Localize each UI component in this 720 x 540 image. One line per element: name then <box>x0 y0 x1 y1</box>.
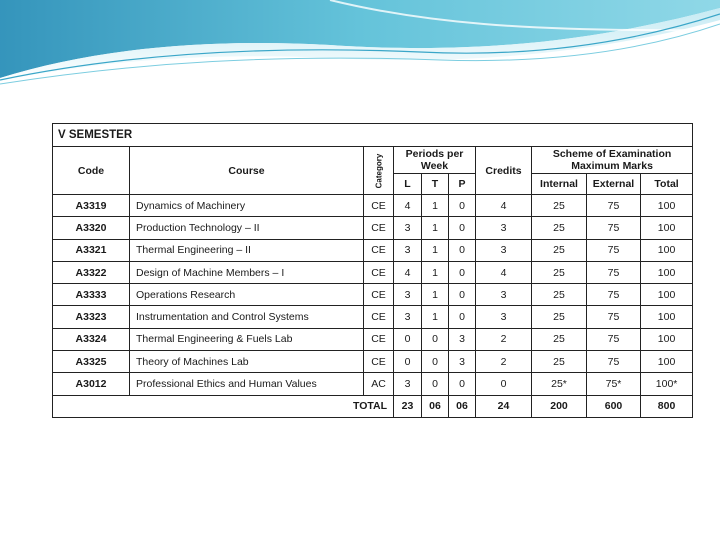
external-marks: 75 <box>587 284 641 306</box>
course-credits: 4 <box>476 261 532 283</box>
lecture-periods: 3 <box>394 373 422 395</box>
internal-marks: 25 <box>532 284 587 306</box>
practical-periods: 0 <box>449 261 476 283</box>
table-row <box>53 195 693 217</box>
course-name: Design of Machine Members – I <box>130 261 364 283</box>
total-lecture-periods: 23 <box>394 395 422 417</box>
course-name: Production Technology – II <box>130 217 364 239</box>
semester-title: V SEMESTER <box>53 124 693 147</box>
course-category: AC <box>364 373 394 395</box>
internal-marks: 25 <box>532 195 587 217</box>
totals-row <box>53 395 693 417</box>
t-header: T <box>422 174 449 195</box>
table-row <box>53 217 693 239</box>
tutorial-periods: 1 <box>422 284 449 306</box>
total-marks: 100* <box>641 373 693 395</box>
course-credits: 0 <box>476 373 532 395</box>
course-code: A3321 <box>53 239 130 261</box>
total-internal-marks: 200 <box>532 395 587 417</box>
external-marks: 75 <box>587 328 641 350</box>
course-category: CE <box>364 351 394 373</box>
p-header: P <box>449 174 476 195</box>
total-marks: 100 <box>641 261 693 283</box>
periods-per-week-header: Periods per Week <box>394 147 476 174</box>
course-name: Professional Ethics and Human Values <box>130 373 364 395</box>
practical-periods: 3 <box>449 328 476 350</box>
internal-marks: 25* <box>532 373 587 395</box>
total-marks: 100 <box>641 351 693 373</box>
table-row <box>53 261 693 283</box>
total-tutorial-periods: 06 <box>422 395 449 417</box>
external-marks: 75 <box>587 351 641 373</box>
course-code: A3325 <box>53 351 130 373</box>
tutorial-periods: 1 <box>422 195 449 217</box>
total-marks: 100 <box>641 239 693 261</box>
course-credits: 4 <box>476 195 532 217</box>
external-marks: 75 <box>587 217 641 239</box>
external-marks: 75 <box>587 306 641 328</box>
total-marks: 100 <box>641 328 693 350</box>
credits-header: Credits <box>476 147 532 195</box>
internal-marks: 25 <box>532 261 587 283</box>
lecture-periods: 0 <box>394 328 422 350</box>
table-row <box>53 306 693 328</box>
total-external-marks: 600 <box>587 395 641 417</box>
course-category: CE <box>364 328 394 350</box>
semester-course-table <box>52 123 692 429</box>
l-header: L <box>394 174 422 195</box>
course-credits: 2 <box>476 351 532 373</box>
total-marks: 100 <box>641 306 693 328</box>
total-practical-periods: 06 <box>449 395 476 417</box>
lecture-periods: 3 <box>394 217 422 239</box>
lecture-periods: 0 <box>394 351 422 373</box>
course-name: Operations Research <box>130 284 364 306</box>
table-row <box>53 328 693 350</box>
code-header: Code <box>53 147 130 195</box>
external-marks: 75 <box>587 239 641 261</box>
total-label: TOTAL <box>53 395 394 417</box>
course-credits: 3 <box>476 217 532 239</box>
tutorial-periods: 1 <box>422 306 449 328</box>
course-code: A3322 <box>53 261 130 283</box>
course-code: A3320 <box>53 217 130 239</box>
course-credits: 3 <box>476 239 532 261</box>
course-code: A3323 <box>53 306 130 328</box>
lecture-periods: 3 <box>394 239 422 261</box>
table-row <box>53 284 693 306</box>
lecture-periods: 4 <box>394 261 422 283</box>
course-name: Dynamics of Machinery <box>130 195 364 217</box>
total-credits: 24 <box>476 395 532 417</box>
course-name: Theory of Machines Lab <box>130 351 364 373</box>
course-code: A3319 <box>53 195 130 217</box>
practical-periods: 0 <box>449 306 476 328</box>
lecture-periods: 4 <box>394 195 422 217</box>
tutorial-periods: 1 <box>422 217 449 239</box>
course-name: Thermal Engineering & Fuels Lab <box>130 328 364 350</box>
practical-periods: 0 <box>449 239 476 261</box>
internal-header: Internal <box>532 174 587 195</box>
tutorial-periods: 1 <box>422 239 449 261</box>
table-row <box>53 239 693 261</box>
external-marks: 75 <box>587 261 641 283</box>
total-marks: 100 <box>641 195 693 217</box>
practical-periods: 0 <box>449 284 476 306</box>
practical-periods: 0 <box>449 217 476 239</box>
table-row <box>53 373 693 395</box>
grand-total-marks: 800 <box>641 395 693 417</box>
course-name: Thermal Engineering – II <box>130 239 364 261</box>
external-marks: 75 <box>587 195 641 217</box>
course-code: A3324 <box>53 328 130 350</box>
course-category: CE <box>364 195 394 217</box>
practical-periods: 0 <box>449 195 476 217</box>
internal-marks: 25 <box>532 217 587 239</box>
course-code: A3012 <box>53 373 130 395</box>
internal-marks: 25 <box>532 306 587 328</box>
lecture-periods: 3 <box>394 284 422 306</box>
course-category: CE <box>364 306 394 328</box>
category-header: Category <box>364 147 394 195</box>
total-marks: 100 <box>641 217 693 239</box>
practical-periods: 3 <box>449 351 476 373</box>
tutorial-periods: 0 <box>422 373 449 395</box>
practical-periods: 0 <box>449 373 476 395</box>
external-header: External <box>587 174 641 195</box>
tutorial-periods: 0 <box>422 328 449 350</box>
course-credits: 3 <box>476 306 532 328</box>
course-credits: 2 <box>476 328 532 350</box>
internal-marks: 25 <box>532 328 587 350</box>
course-header: Course <box>130 147 364 195</box>
tutorial-periods: 1 <box>422 261 449 283</box>
internal-marks: 25 <box>532 351 587 373</box>
total-marks: 100 <box>641 284 693 306</box>
table-row <box>53 351 693 373</box>
course-name: Instrumentation and Control Systems <box>130 306 364 328</box>
course-category: CE <box>364 217 394 239</box>
course-code: A3333 <box>53 284 130 306</box>
total-header: Total <box>641 174 693 195</box>
internal-marks: 25 <box>532 239 587 261</box>
tutorial-periods: 0 <box>422 351 449 373</box>
course-category: CE <box>364 284 394 306</box>
course-credits: 3 <box>476 284 532 306</box>
lecture-periods: 3 <box>394 306 422 328</box>
course-category: CE <box>364 239 394 261</box>
course-category: CE <box>364 261 394 283</box>
external-marks: 75* <box>587 373 641 395</box>
header-wave-decoration <box>0 0 720 90</box>
scheme-of-examination-header: Scheme of Examination Maximum Marks <box>532 147 693 174</box>
